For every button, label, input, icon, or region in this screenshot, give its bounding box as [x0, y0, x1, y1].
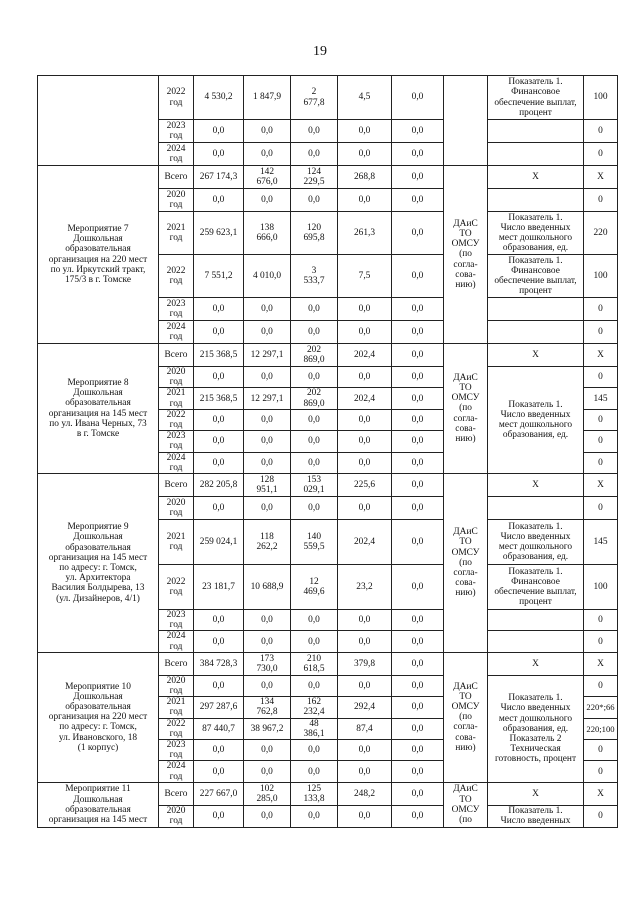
- year-cell: 2023 год: [159, 431, 194, 452]
- indicator-cell: X: [488, 782, 584, 805]
- amount-cell: 0,0: [194, 631, 244, 652]
- amount-cell: 153 029,1: [291, 474, 338, 497]
- year-cell: 2022 год: [159, 565, 194, 610]
- amount-cell: 0,0: [194, 497, 244, 520]
- amount-cell: 0,0: [392, 409, 444, 430]
- amount-cell: 0,0: [338, 120, 392, 143]
- amount-cell: 0,0: [291, 631, 338, 652]
- amount-cell: 0,0: [392, 675, 444, 696]
- indicator-value-cell: 0: [584, 452, 618, 473]
- amount-cell: 0,0: [392, 805, 444, 827]
- amount-cell: 0,0: [194, 452, 244, 473]
- amount-cell: 0,0: [244, 497, 291, 520]
- table-body: [38, 76, 618, 828]
- amount-cell: 138 666,0: [244, 212, 291, 255]
- year-cell: 2023 год: [159, 120, 194, 143]
- table-row: [38, 474, 618, 497]
- indicator-cell: X: [488, 166, 584, 189]
- year-cell: Всего: [159, 652, 194, 675]
- year-cell: 2023 год: [159, 610, 194, 631]
- amount-cell: 0,0: [194, 761, 244, 782]
- amount-cell: 134 762,8: [244, 697, 291, 718]
- amount-cell: 0,0: [392, 452, 444, 473]
- amount-cell: 0,0: [291, 189, 338, 212]
- amount-cell: 0,0: [392, 255, 444, 298]
- indicator-cell: Показатель 1. Число введенных мест дошкольного образования, ед. Показатель 2 Техническая готовность, процент: [488, 675, 584, 782]
- amount-cell: 0,0: [392, 76, 444, 120]
- amount-cell: 10 688,9: [244, 565, 291, 610]
- page-number: 19: [313, 44, 327, 59]
- indicator-value-cell: X: [584, 652, 618, 675]
- amount-cell: 0,0: [392, 431, 444, 452]
- indicator-cell: Показатель 1. Число введенных: [488, 805, 584, 827]
- indicator-value-cell: 220*;66: [584, 697, 618, 718]
- amount-cell: 173 730,0: [244, 652, 291, 675]
- amount-cell: 120 695,8: [291, 212, 338, 255]
- amount-cell: 261,3: [338, 212, 392, 255]
- amount-cell: 0,0: [244, 367, 291, 388]
- year-cell: 2024 год: [159, 452, 194, 473]
- amount-cell: 0,0: [392, 143, 444, 166]
- year-cell: 2024 год: [159, 143, 194, 166]
- amount-cell: 0,0: [392, 782, 444, 805]
- executor-cell: [444, 76, 488, 166]
- amount-cell: 118 262,2: [244, 520, 291, 565]
- table-row: [38, 344, 618, 367]
- year-cell: 2020 год: [159, 675, 194, 696]
- indicator-cell: X: [488, 344, 584, 367]
- amount-cell: 102 285,0: [244, 782, 291, 805]
- amount-cell: 0,0: [392, 718, 444, 739]
- amount-cell: 0,0: [338, 367, 392, 388]
- amount-cell: 0,0: [291, 497, 338, 520]
- year-cell: 2020 год: [159, 497, 194, 520]
- indicator-value-cell: 100: [584, 76, 618, 120]
- amount-cell: 0,0: [338, 409, 392, 430]
- year-cell: 2020 год: [159, 805, 194, 827]
- amount-cell: 215 368,5: [194, 344, 244, 367]
- year-cell: 2021 год: [159, 697, 194, 718]
- indicator-cell: [488, 143, 584, 166]
- indicator-cell: Показатель 1. Финансовое обеспечение выплат, процент: [488, 255, 584, 298]
- indicator-value-cell: 100: [584, 255, 618, 298]
- indicator-value-cell: 0: [584, 189, 618, 212]
- amount-cell: 12 469,6: [291, 565, 338, 610]
- year-cell: 2023 год: [159, 740, 194, 761]
- indicator-cell: [488, 497, 584, 520]
- amount-cell: 142 676,0: [244, 166, 291, 189]
- amount-cell: 0,0: [244, 452, 291, 473]
- amount-cell: 0,0: [244, 321, 291, 344]
- amount-cell: 282 205,8: [194, 474, 244, 497]
- amount-cell: 0,0: [194, 740, 244, 761]
- indicator-value-cell: 0: [584, 431, 618, 452]
- amount-cell: 0,0: [291, 452, 338, 473]
- amount-cell: 87,4: [338, 718, 392, 739]
- amount-cell: 379,8: [338, 652, 392, 675]
- amount-cell: 210 618,5: [291, 652, 338, 675]
- amount-cell: 4 010,0: [244, 255, 291, 298]
- amount-cell: 0,0: [194, 120, 244, 143]
- year-cell: 2021 год: [159, 388, 194, 409]
- amount-cell: 0,0: [338, 143, 392, 166]
- indicator-value-cell: 220;100: [584, 718, 618, 739]
- amount-cell: 225,6: [338, 474, 392, 497]
- indicator-cell: X: [488, 474, 584, 497]
- amount-cell: 259 623,1: [194, 212, 244, 255]
- indicator-cell: Показатель 1. Число введенных мест дошкольного образования, ед.: [488, 367, 584, 474]
- amount-cell: 0,0: [392, 166, 444, 189]
- activity-name-cell: Мероприятие 7 Дошкольная образовательная организация на 220 мест по ул. Иркутский тракт, 175/3 в г. Томске: [38, 166, 159, 344]
- amount-cell: 124 229,5: [291, 166, 338, 189]
- amount-cell: 0,0: [291, 431, 338, 452]
- budget-table: [37, 75, 618, 828]
- table-row: [38, 652, 618, 675]
- table-row: [38, 76, 618, 120]
- amount-cell: 0,0: [392, 298, 444, 321]
- amount-cell: 23,2: [338, 565, 392, 610]
- amount-cell: 0,0: [338, 610, 392, 631]
- indicator-value-cell: X: [584, 166, 618, 189]
- indicator-cell: [488, 631, 584, 652]
- amount-cell: 297 287,6: [194, 697, 244, 718]
- indicator-cell: X: [488, 652, 584, 675]
- amount-cell: 23 181,7: [194, 565, 244, 610]
- amount-cell: 2 677,8: [291, 76, 338, 120]
- amount-cell: 0,0: [291, 143, 338, 166]
- amount-cell: 0,0: [244, 431, 291, 452]
- amount-cell: 0,0: [194, 298, 244, 321]
- table-row: [38, 782, 618, 805]
- indicator-cell: [488, 189, 584, 212]
- amount-cell: 0,0: [291, 805, 338, 827]
- amount-cell: 0,0: [338, 805, 392, 827]
- amount-cell: 0,0: [338, 452, 392, 473]
- amount-cell: 0,0: [244, 143, 291, 166]
- activity-name-cell: Мероприятие 10 Дошкольная образовательная организация на 220 мест по адресу: г. Томск, ул. Ивановского, 18 (1 корпус): [38, 652, 159, 782]
- amount-cell: 140 559,5: [291, 520, 338, 565]
- amount-cell: 202 869,0: [291, 388, 338, 409]
- amount-cell: 0,0: [392, 740, 444, 761]
- indicator-value-cell: 0: [584, 409, 618, 430]
- indicator-value-cell: 0: [584, 631, 618, 652]
- amount-cell: 215 368,5: [194, 388, 244, 409]
- year-cell: 2022 год: [159, 409, 194, 430]
- amount-cell: 248,2: [338, 782, 392, 805]
- amount-cell: 0,0: [392, 610, 444, 631]
- year-cell: 2020 год: [159, 367, 194, 388]
- indicator-value-cell: 0: [584, 367, 618, 388]
- indicator-value-cell: 0: [584, 321, 618, 344]
- indicator-cell: Показатель 1. Число введенных мест дошкольного образования, ед.: [488, 520, 584, 565]
- amount-cell: 0,0: [291, 675, 338, 696]
- amount-cell: 384 728,3: [194, 652, 244, 675]
- amount-cell: 0,0: [338, 675, 392, 696]
- amount-cell: 0,0: [244, 409, 291, 430]
- amount-cell: 227 667,0: [194, 782, 244, 805]
- indicator-cell: [488, 298, 584, 321]
- amount-cell: 0,0: [392, 388, 444, 409]
- year-cell: Всего: [159, 474, 194, 497]
- amount-cell: 0,0: [338, 431, 392, 452]
- amount-cell: 0,0: [194, 610, 244, 631]
- indicator-value-cell: 145: [584, 388, 618, 409]
- amount-cell: 0,0: [194, 409, 244, 430]
- amount-cell: 268,8: [338, 166, 392, 189]
- amount-cell: 0,0: [194, 321, 244, 344]
- activity-name-cell: Мероприятие 11 Дошкольная образовательная организация на 145 мест: [38, 782, 159, 827]
- amount-cell: 0,0: [338, 740, 392, 761]
- indicator-value-cell: 0: [584, 761, 618, 782]
- year-cell: 2022 год: [159, 718, 194, 739]
- indicator-value-cell: 0: [584, 497, 618, 520]
- amount-cell: 12 297,1: [244, 344, 291, 367]
- amount-cell: 0,0: [194, 189, 244, 212]
- activity-name-cell: Мероприятие 9 Дошкольная образовательная организация на 145 мест по адресу: г. Томск, ул. Архитектора Василия Болдырева, 13 (ул. Дизайнеров, 4/1): [38, 474, 159, 653]
- amount-cell: 128 951,1: [244, 474, 291, 497]
- amount-cell: 48 386,1: [291, 718, 338, 739]
- indicator-value-cell: 0: [584, 143, 618, 166]
- amount-cell: 0,0: [338, 497, 392, 520]
- amount-cell: 0,0: [291, 740, 338, 761]
- indicator-value-cell: X: [584, 344, 618, 367]
- indicator-value-cell: 100: [584, 565, 618, 610]
- year-cell: Всего: [159, 782, 194, 805]
- amount-cell: 1 847,9: [244, 76, 291, 120]
- amount-cell: 0,0: [392, 631, 444, 652]
- amount-cell: 0,0: [392, 520, 444, 565]
- executor-cell: ДАиС ТО ОМСУ (по: [444, 782, 488, 827]
- amount-cell: 0,0: [338, 189, 392, 212]
- indicator-value-cell: 0: [584, 805, 618, 827]
- amount-cell: 267 174,3: [194, 166, 244, 189]
- activity-name-cell: [38, 76, 159, 166]
- amount-cell: 0,0: [244, 675, 291, 696]
- indicator-cell: [488, 321, 584, 344]
- year-cell: Всего: [159, 166, 194, 189]
- amount-cell: 162 232,4: [291, 697, 338, 718]
- amount-cell: 0,0: [338, 298, 392, 321]
- indicator-value-cell: 0: [584, 610, 618, 631]
- year-cell: 2024 год: [159, 761, 194, 782]
- amount-cell: 0,0: [392, 565, 444, 610]
- amount-cell: 202,4: [338, 344, 392, 367]
- amount-cell: 0,0: [291, 367, 338, 388]
- amount-cell: 0,0: [392, 321, 444, 344]
- amount-cell: 0,0: [244, 610, 291, 631]
- amount-cell: 202 869,0: [291, 344, 338, 367]
- amount-cell: 202,4: [338, 388, 392, 409]
- indicator-cell: Показатель 1. Число введенных мест дошкольного образования, ед.: [488, 212, 584, 255]
- amount-cell: 202,4: [338, 520, 392, 565]
- amount-cell: 292,4: [338, 697, 392, 718]
- amount-cell: 259 024,1: [194, 520, 244, 565]
- indicator-value-cell: 0: [584, 120, 618, 143]
- amount-cell: 0,0: [392, 212, 444, 255]
- indicator-value-cell: X: [584, 474, 618, 497]
- year-cell: 2024 год: [159, 321, 194, 344]
- amount-cell: 0,0: [244, 740, 291, 761]
- amount-cell: 3 533,7: [291, 255, 338, 298]
- amount-cell: 0,0: [392, 120, 444, 143]
- amount-cell: 0,0: [338, 631, 392, 652]
- amount-cell: 0,0: [392, 697, 444, 718]
- amount-cell: 0,0: [244, 761, 291, 782]
- amount-cell: 12 297,1: [244, 388, 291, 409]
- amount-cell: 125 133,8: [291, 782, 338, 805]
- executor-cell: ДАиС ТО ОМСУ (по согла- сова- нию): [444, 344, 488, 474]
- amount-cell: 0,0: [392, 652, 444, 675]
- indicator-value-cell: 220: [584, 212, 618, 255]
- year-cell: 2023 год: [159, 298, 194, 321]
- amount-cell: 0,0: [244, 631, 291, 652]
- amount-cell: 0,0: [291, 120, 338, 143]
- amount-cell: 0,0: [291, 610, 338, 631]
- amount-cell: 7 551,2: [194, 255, 244, 298]
- indicator-cell: Показатель 1. Финансовое обеспечение выплат, процент: [488, 565, 584, 610]
- indicator-value-cell: 0: [584, 740, 618, 761]
- indicator-cell: [488, 120, 584, 143]
- year-cell: 2020 год: [159, 189, 194, 212]
- indicator-value-cell: 0: [584, 298, 618, 321]
- amount-cell: 0,0: [392, 367, 444, 388]
- amount-cell: 0,0: [194, 143, 244, 166]
- amount-cell: 0,0: [392, 761, 444, 782]
- amount-cell: 0,0: [338, 761, 392, 782]
- amount-cell: 0,0: [194, 805, 244, 827]
- indicator-value-cell: X: [584, 782, 618, 805]
- amount-cell: 38 967,2: [244, 718, 291, 739]
- amount-cell: 4 530,2: [194, 76, 244, 120]
- year-cell: 2021 год: [159, 212, 194, 255]
- year-cell: 2021 год: [159, 520, 194, 565]
- amount-cell: 7,5: [338, 255, 392, 298]
- table-row: [38, 166, 618, 189]
- year-cell: 2022 год: [159, 76, 194, 120]
- amount-cell: 0,0: [392, 344, 444, 367]
- indicator-value-cell: 0: [584, 675, 618, 696]
- amount-cell: 0,0: [244, 189, 291, 212]
- amount-cell: 0,0: [392, 474, 444, 497]
- amount-cell: 0,0: [291, 761, 338, 782]
- amount-cell: 0,0: [291, 321, 338, 344]
- amount-cell: 0,0: [244, 298, 291, 321]
- amount-cell: 87 440,7: [194, 718, 244, 739]
- executor-cell: ДАиС ТО ОМСУ (по согла- сова- нию): [444, 652, 488, 782]
- amount-cell: 4,5: [338, 76, 392, 120]
- year-cell: 2022 год: [159, 255, 194, 298]
- executor-cell: ДАиС ТО ОМСУ (по согла- сова- нию): [444, 166, 488, 344]
- indicator-cell: Показатель 1. Финансовое обеспечение выплат, процент: [488, 76, 584, 120]
- executor-cell: ДАиС ТО ОМСУ (по согла- сова- нию): [444, 474, 488, 653]
- activity-name-cell: Мероприятие 8 Дошкольная образовательная организация на 145 мест по ул. Ивана Черных, 73 в г. Томске: [38, 344, 159, 474]
- amount-cell: 0,0: [194, 431, 244, 452]
- year-cell: 2024 год: [159, 631, 194, 652]
- amount-cell: 0,0: [291, 298, 338, 321]
- amount-cell: 0,0: [291, 409, 338, 430]
- amount-cell: 0,0: [244, 120, 291, 143]
- amount-cell: 0,0: [338, 321, 392, 344]
- amount-cell: 0,0: [392, 189, 444, 212]
- indicator-cell: [488, 610, 584, 631]
- indicator-value-cell: 145: [584, 520, 618, 565]
- amount-cell: 0,0: [392, 497, 444, 520]
- amount-cell: 0,0: [244, 805, 291, 827]
- amount-cell: 0,0: [194, 675, 244, 696]
- year-cell: Всего: [159, 344, 194, 367]
- amount-cell: 0,0: [194, 367, 244, 388]
